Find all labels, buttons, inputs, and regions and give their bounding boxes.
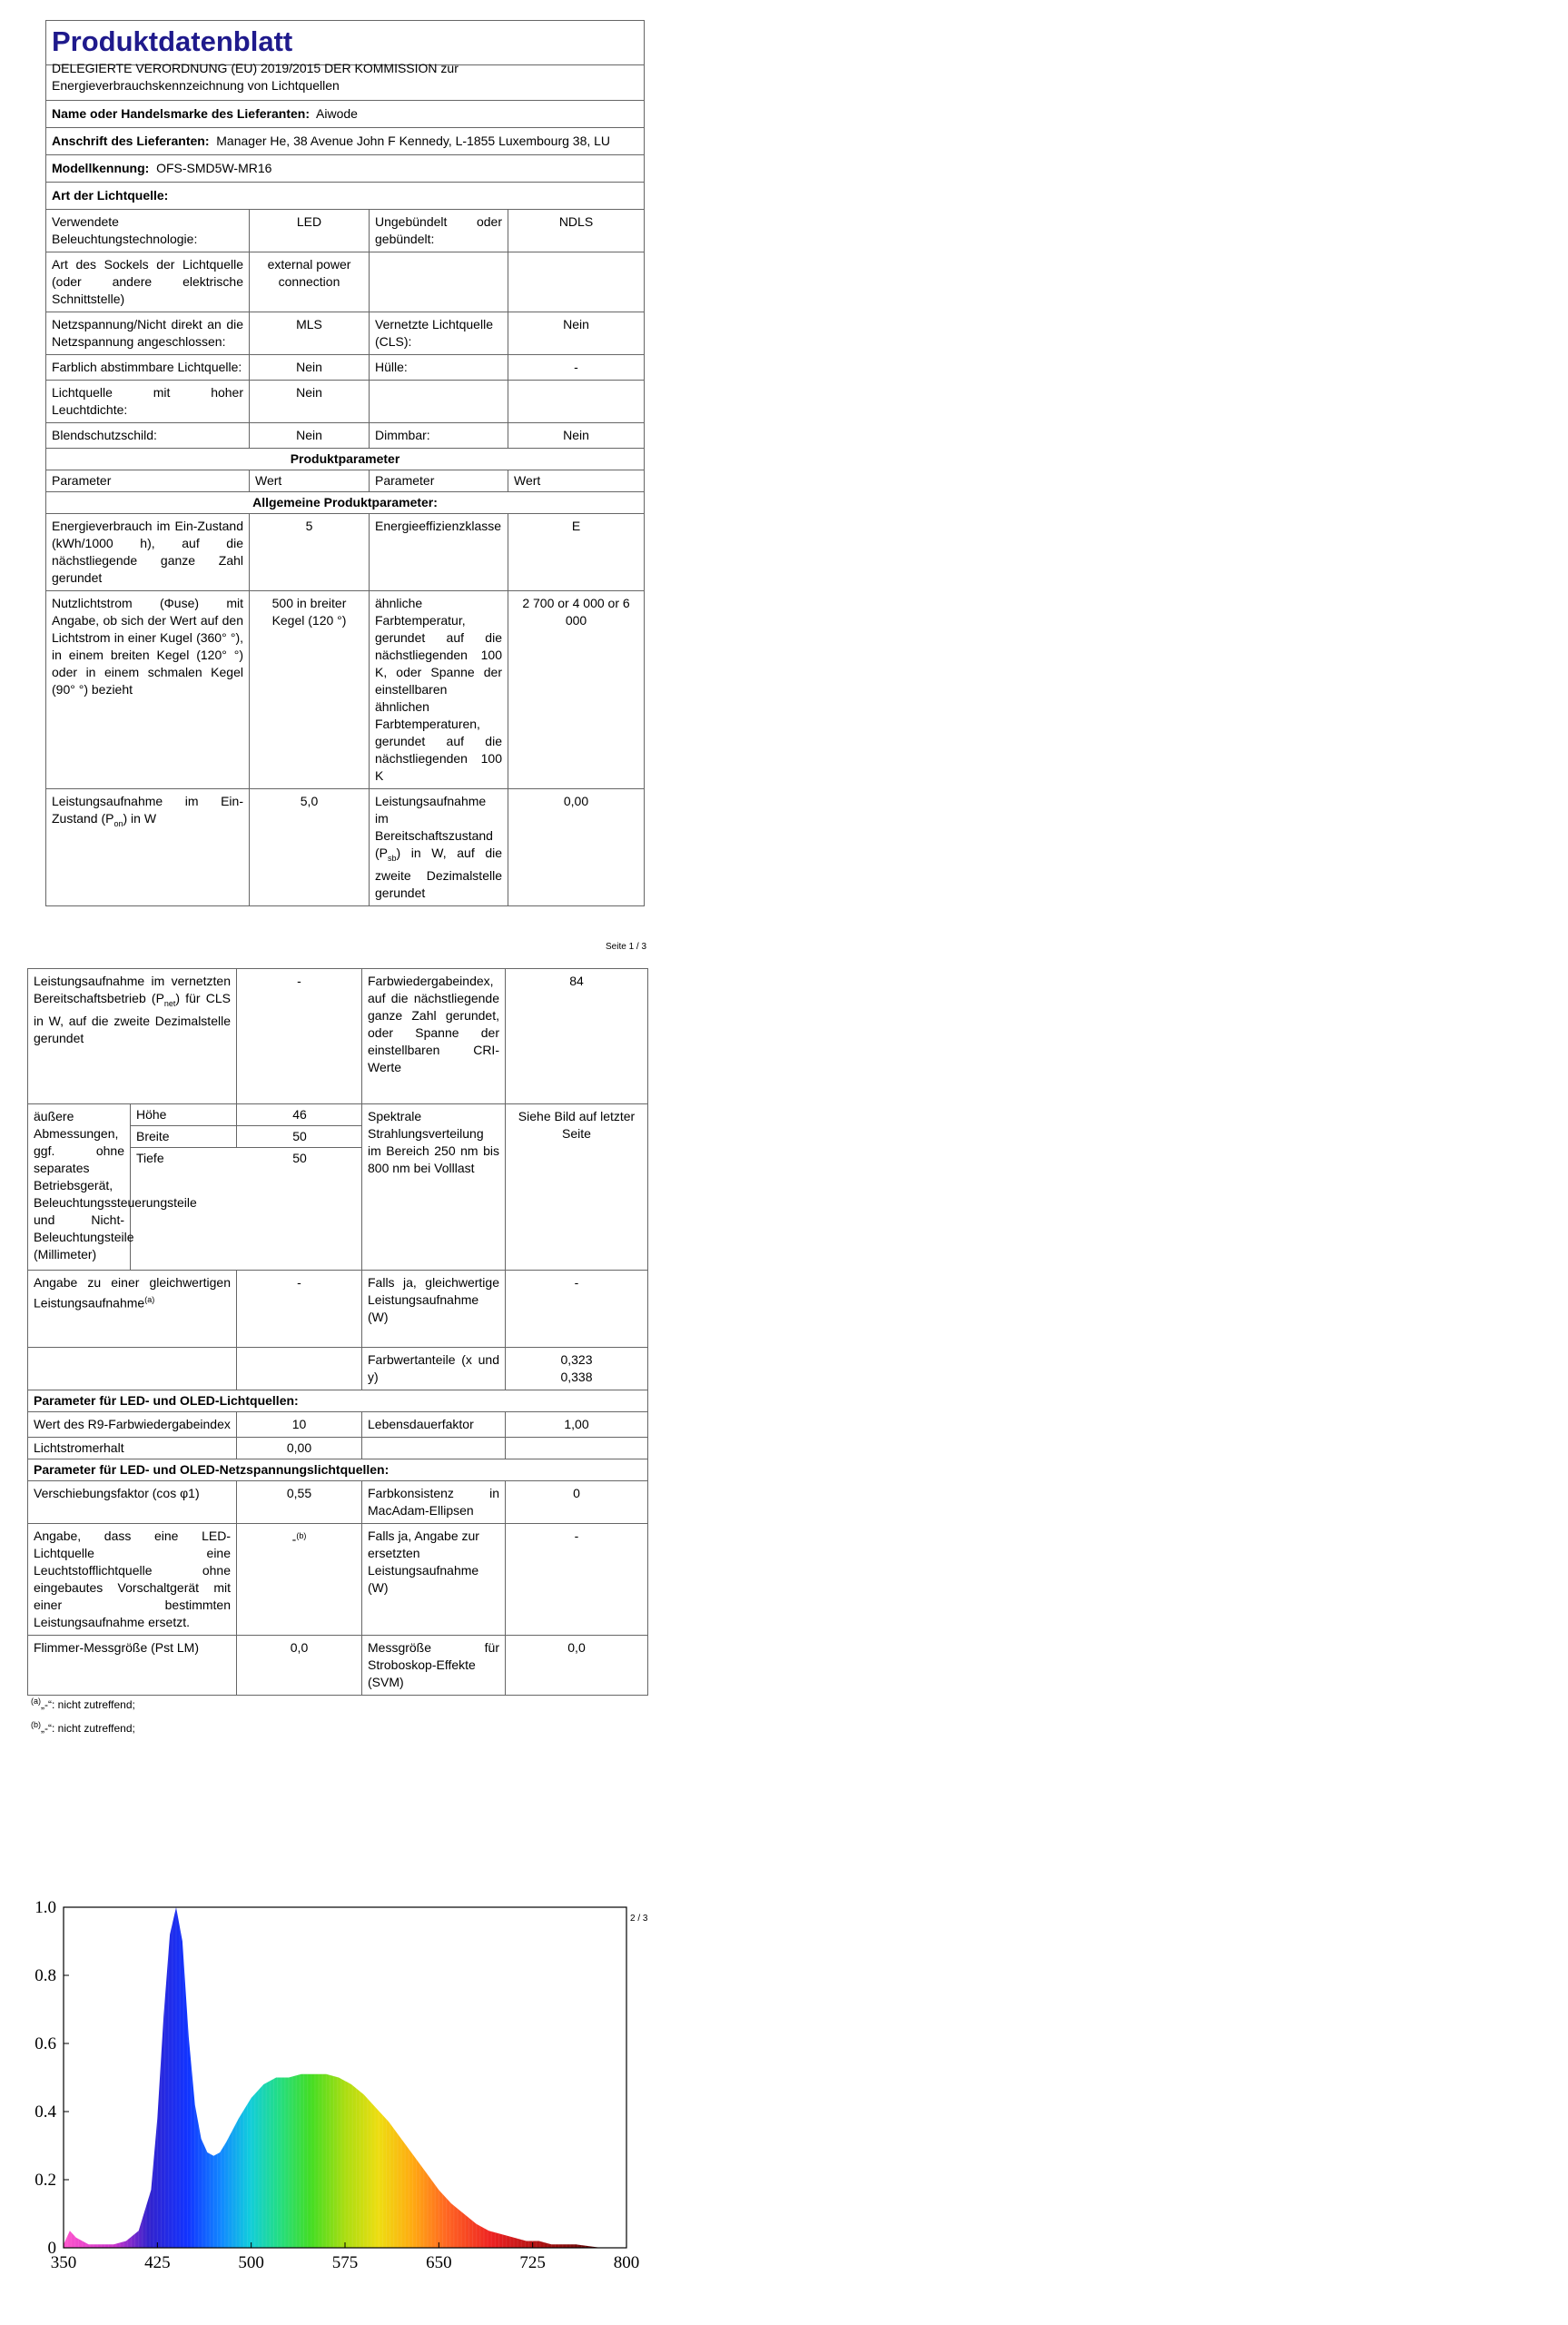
- row-label: Dimmbar:: [370, 423, 508, 448]
- page-number-1: Seite 1 / 3: [606, 942, 647, 952]
- row-label: Angabe, dass eine LED-Lichtquelle eine Leuchtstofflichtquelle ohne eingebautes Vorschaltgerät mit einer bestimmten Leistungsaufnahme ersetzt.: [28, 1524, 237, 1635]
- row-value: 2 700 or 4 000 or 6 000: [522, 596, 630, 628]
- row-label: [46, 789, 250, 905]
- table-row: [46, 591, 644, 789]
- document-title: Produktdatenblatt: [52, 25, 293, 57]
- row-label: Vernetzte Lichtquelle (CLS):: [370, 312, 508, 354]
- row-label: Flimmer-Messgröße (Pst LM): [28, 1636, 237, 1695]
- empty-cell: [28, 1348, 237, 1390]
- x-tick-label: 425: [144, 2253, 171, 2272]
- footnotes: [31, 1691, 135, 1738]
- row-label: Netzspannung/Nicht direkt an die Netzspannung angeschlossen:: [46, 312, 250, 354]
- table-row: [28, 1412, 647, 1438]
- regulation-text: DELEGIERTE VERORDNUNG (EU) 2019/2015 DER KOMMISSION zur Energieverbrauchskennzeichnung von Lichtquellen: [52, 61, 459, 93]
- row-value: 0,00: [563, 794, 589, 808]
- dimension-value: 46: [292, 1107, 307, 1122]
- footnote-marker: (a): [31, 1697, 41, 1706]
- x-tick-label: 350: [50, 2253, 77, 2272]
- table-row: [46, 514, 644, 591]
- row-value: -: [237, 1271, 362, 1347]
- supplier-address: Manager He, 38 Avenue John F Kennedy, L-1855 Luxembourg 38, LU: [216, 134, 611, 148]
- row-value: 0,00: [237, 1438, 362, 1459]
- y-tick-label: 1.0: [35, 1898, 56, 1917]
- row-label: [370, 381, 508, 422]
- value-superscript: (b): [296, 1531, 307, 1540]
- page-number-2: 2 / 3: [630, 1914, 648, 1924]
- label-text: Angabe zu einer gleichwertigen Leistungsaufnahme: [34, 1275, 231, 1311]
- col-header-param: Parameter: [46, 470, 250, 491]
- dimension-value: 50: [292, 1129, 307, 1143]
- datasheet-page-2: [27, 968, 648, 1696]
- row-label: Energieverbrauch im Ein-Zustand (kWh/1000 h), auf die nächstliegende ganze Zahl gerundet: [46, 514, 250, 590]
- datasheet-page-1: [45, 20, 645, 906]
- row-label: Nutzlichtstrom (Φuse) mit Angabe, ob sich der Wert auf den Lichtstrom in einer Kugel (360° °), in einem breiten Kegel (120° °) oder in einem schmalen Kegel (90° °) bezieht: [46, 591, 250, 788]
- row-label: Hülle:: [370, 355, 508, 380]
- x-tick-label: 575: [331, 2253, 359, 2272]
- label-superscript: (a): [144, 1295, 155, 1304]
- x-tick-label: 725: [519, 2253, 546, 2272]
- chart-plot: [35, 1898, 639, 2272]
- model-id: OFS-SMD5W-MR16: [156, 161, 272, 175]
- row-value: Nein: [250, 381, 370, 422]
- row-value: [508, 252, 644, 312]
- row-label: Blendschutzschild:: [46, 423, 250, 448]
- label-text: Leistungsaufnahme im Ein-Zustand (P: [52, 794, 243, 826]
- y-tick-label: 0.6: [35, 2034, 56, 2053]
- row-label: [28, 969, 237, 1103]
- col-header-param-2: Parameter: [370, 470, 508, 491]
- y-tick-label: 0.8: [35, 1966, 56, 1985]
- row-value: 5: [250, 514, 370, 590]
- table-row: [46, 381, 644, 423]
- dimension-name: Breite: [131, 1126, 237, 1147]
- table-row: [46, 423, 644, 449]
- y-tick-label: 0: [47, 2239, 56, 2258]
- dimension-row: [131, 1126, 362, 1148]
- row-value: E: [571, 519, 581, 533]
- table-row: [28, 1481, 647, 1524]
- empty-cell: [362, 1438, 506, 1459]
- row-label: Farbkonsistenz in MacAdam-Ellipsen: [362, 1481, 506, 1523]
- empty-cell: [506, 1438, 647, 1459]
- x-tick-label: 500: [238, 2253, 264, 2272]
- row-value: 0,0: [237, 1636, 362, 1695]
- x-tick-label: 800: [613, 2253, 640, 2272]
- supplier-name-row: [46, 101, 363, 127]
- supplier-name: Aiwode: [316, 106, 358, 121]
- row-label: Ungebündelt oder gebündelt:: [370, 210, 508, 252]
- footnote-a: [31, 1691, 135, 1715]
- supplier-name-label: Name oder Handelsmarke des Lieferanten:: [52, 106, 310, 121]
- row-label: Farbwiedergabeindex, auf die nächstliegende ganze Zahl gerundet, oder Spanne der einstellbaren CRI-Werte: [362, 969, 506, 1103]
- general-params-heading: Allgemeine Produktparameter:: [252, 495, 438, 510]
- product-params-heading: Produktparameter: [290, 451, 400, 466]
- table-row: [46, 252, 644, 312]
- column-header-row: [46, 470, 644, 492]
- table-row: [46, 355, 644, 381]
- footnote-b: [31, 1715, 135, 1738]
- row-value: [506, 1348, 647, 1390]
- dimensions-row: [28, 1104, 647, 1271]
- chromaticity-y: 0,338: [560, 1370, 593, 1384]
- row-value: 5,0: [250, 789, 370, 905]
- table-row: [28, 1524, 647, 1636]
- row-value: external power connection: [250, 252, 370, 312]
- row-label: Wert des R9-Farbwiedergabeindex: [28, 1412, 237, 1437]
- y-tick-label: 0.4: [35, 2102, 56, 2122]
- y-tick-label: 0.2: [35, 2171, 56, 2190]
- table-row: [28, 1636, 647, 1695]
- row-label: Verschiebungsfaktor (cos φ1): [28, 1481, 237, 1523]
- row-label: Farblich abstimmbare Lichtquelle:: [46, 355, 250, 380]
- table-row: [46, 789, 644, 905]
- col-header-value-2: Wert: [514, 473, 541, 488]
- empty-cell: [237, 1348, 362, 1390]
- label-text: Leistungsaufnahme im vernetzten Bereitschaftsbetrieb (P: [34, 974, 231, 1005]
- table-row: [28, 1438, 647, 1459]
- row-value: -: [237, 969, 362, 1103]
- row-value: 500 in breiter Kegel (120 °): [250, 591, 370, 788]
- dimensions-label: äußere Abmessungen, ggf. ohne separates Betriebsgerät, Beleuchtungssteuerungsteile und Nicht-Beleuchtungsteile (Millimeter): [28, 1104, 131, 1270]
- row-label: Farbwertanteile (x und y): [362, 1348, 506, 1390]
- row-value: Siehe Bild auf letzter Seite: [518, 1109, 636, 1141]
- label-text: Leistungsaufnahme im Bereitschaftszustand (P: [375, 794, 493, 860]
- row-value: MLS: [250, 312, 370, 354]
- row-label: ähnliche Farbtemperatur, gerundet auf die nächstliegenden 100 K, oder Spanne der einstellbaren ähnlichen Farbtemperaturen, gerundet auf die nächstliegenden 100 K: [370, 591, 508, 788]
- row-value: -: [574, 360, 578, 374]
- row-label: Energieeffizienzklasse: [370, 514, 508, 590]
- label-text: ) für CLS in W, auf die zweite Dezimalstelle gerundet: [34, 991, 231, 1045]
- table-row: [28, 1271, 647, 1348]
- row-value: -: [574, 1275, 579, 1290]
- label-text: ) in W, auf die zweite Dezimalstelle gerundet: [375, 846, 502, 900]
- row-value: Nein: [250, 355, 370, 380]
- dimension-row: [131, 1104, 362, 1126]
- row-label: Lichtstromerhalt: [28, 1438, 237, 1459]
- light-source-type-heading: Art der Lichtquelle:: [52, 188, 169, 203]
- label-subscript: net: [163, 998, 176, 1008]
- table-row: [28, 1348, 647, 1390]
- supplier-address-label: Anschrift des Lieferanten:: [52, 134, 210, 148]
- row-value: 84: [569, 974, 584, 988]
- row-label: Lebensdauerfaktor: [362, 1412, 506, 1437]
- chromaticity-x: 0,323: [560, 1352, 593, 1367]
- dimension-row: [131, 1148, 362, 1169]
- row-label: [370, 789, 508, 905]
- footnote-text: „-“: nicht zutreffend;: [41, 1698, 135, 1711]
- value-text: -: [291, 1531, 297, 1547]
- row-value: 10: [237, 1412, 362, 1437]
- row-label: Lichtquelle mit hoher Leuchtdichte:: [46, 381, 250, 422]
- row-value: 1,00: [564, 1417, 589, 1431]
- row-value: [508, 381, 644, 422]
- row-label: Verwendete Beleuchtungstechnologie:: [46, 210, 250, 252]
- row-label: Messgröße für Stroboskop-Effekte (SVM): [362, 1636, 506, 1695]
- supplier-address-row: [46, 128, 616, 154]
- led-params-heading: Parameter für LED- und OLED-Lichtquellen:: [34, 1393, 299, 1408]
- row-label: Falls ja, gleichwertige Leistungsaufnahme (W): [362, 1271, 506, 1347]
- row-value: NDLS: [558, 214, 594, 229]
- footnote-text: „-“: nicht zutreffend;: [41, 1722, 135, 1735]
- params-table-2: [27, 968, 648, 1696]
- row-label: [28, 1271, 237, 1347]
- footnote-marker: (b): [31, 1720, 41, 1729]
- row-value: -: [574, 1529, 579, 1543]
- row-value: Nein: [250, 423, 370, 448]
- row-value: Nein: [563, 317, 589, 331]
- row-value: 0,55: [237, 1481, 362, 1523]
- col-header-value: Wert: [250, 470, 370, 491]
- label-subscript: sb: [388, 853, 397, 863]
- row-value: [237, 1524, 362, 1635]
- row-label: [370, 252, 508, 312]
- dimension-name: Höhe: [131, 1104, 237, 1125]
- row-label: Falls ja, Angabe zur ersetzten Leistungsaufnahme (W): [362, 1524, 506, 1635]
- x-tick-label: 650: [426, 2253, 452, 2272]
- table-row: [28, 969, 647, 1104]
- mains-params-heading: Parameter für LED- und OLED-Netzspannungslichtquellen:: [34, 1462, 390, 1477]
- row-label: Art des Sockels der Lichtquelle (oder andere elektrische Schnittstelle): [46, 252, 250, 312]
- row-value: LED: [250, 210, 370, 252]
- row-value: Nein: [563, 428, 589, 442]
- label-text: ) in W: [123, 811, 157, 826]
- row-value: 0,0: [567, 1640, 586, 1655]
- model-row: [46, 155, 277, 182]
- dimension-value: 50: [292, 1151, 307, 1165]
- model-label: Modellkennung:: [52, 161, 150, 175]
- dimension-name: Tiefe: [136, 1151, 164, 1165]
- row-label: Spektrale Strahlungsverteilung im Bereich 250 nm bis 800 nm bei Volllast: [362, 1104, 506, 1270]
- table-row: [46, 210, 644, 252]
- row-value: 0: [573, 1486, 580, 1500]
- label-subscript: on: [113, 818, 123, 828]
- table-row: [46, 312, 644, 355]
